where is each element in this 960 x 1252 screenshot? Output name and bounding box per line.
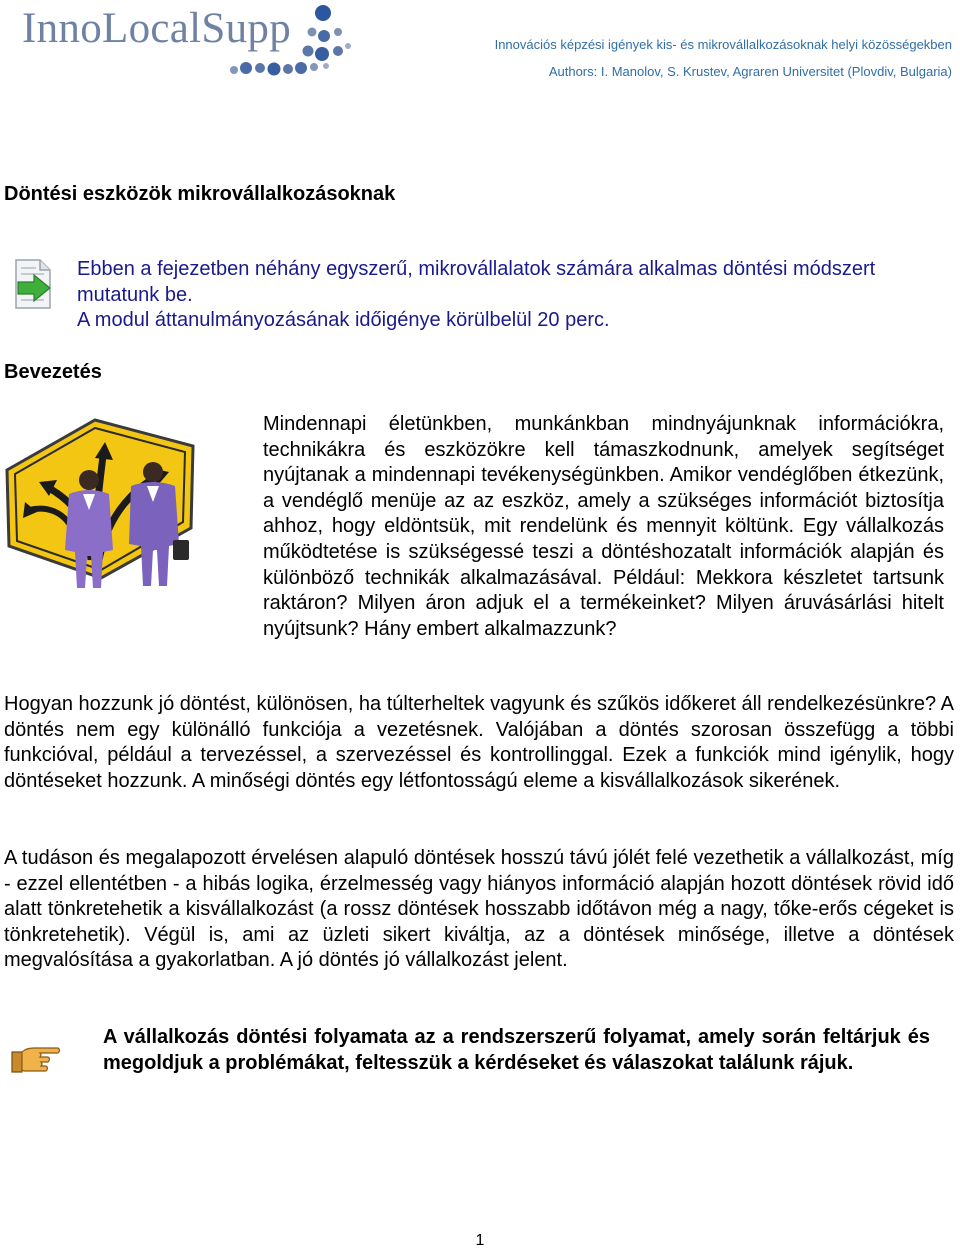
document-title: Döntési eszközök mikrovállalkozásoknak bbox=[4, 183, 396, 205]
intro-block bbox=[77, 257, 947, 334]
logo-text: InnoLocalSupp bbox=[22, 5, 292, 52]
pointing-hand-icon bbox=[10, 1038, 62, 1078]
paragraph-3: A tudáson és megalapozott érvelésen alapuló döntések hosszú távú jólét felé vezethetik a vállalkozást, míg - ezzel ellentétben - a hibás logika, érzelmesség vagy hiányos információ alapján hozott döntések rövid idő alatt tönkretehetik a kisvállalkozást (a rossz döntések hosszabb időtávon még a nagy, tőke-erős cégeket is tönkretehetik). Végül is, ami az üzleti sikert kiváltja, az a döntések minősége, illetve a döntések megvalósítása a gyakorlatban. A jó döntés jó vállalkozást jelent. bbox=[4, 847, 954, 972]
logo-dots-icon bbox=[220, 2, 355, 82]
section-heading: Bevezetés bbox=[4, 361, 102, 383]
document-arrow-icon bbox=[10, 256, 56, 312]
header-authors: Authors: I. Manolov, S. Krustev, Agraren Universitet (Plovdiv, Bulgaria) bbox=[548, 64, 952, 79]
innolocalsupp-logo bbox=[22, 2, 352, 84]
intro-duration: A modul áttanulmányozásának időigénye körülbelül 20 perc. bbox=[77, 309, 610, 331]
header-subtitle: Innovációs képzési igények kis- és mikrovállalkozásoknak helyi közösségekben bbox=[494, 37, 952, 52]
page-number: 1 bbox=[475, 1232, 485, 1249]
key-statement: A vállalkozás döntési folyamata az a rendszerszerű folyamat, amely során feltárjuk és megoldjuk a problémákat, feltesszük a kérdéseket és válaszokat találunk rájuk. bbox=[103, 1026, 930, 1074]
page-header bbox=[0, 0, 960, 90]
intro-text: Ebben a fejezetben néhány egyszerű, mikrovállalatok számára alkalmas döntési módszert mutatunk be. bbox=[77, 258, 876, 306]
paragraph-2: Hogyan hozzunk jó döntést, különösen, ha túlterheltek vagyunk és szűkös időkeret áll rendelkezésünkre? A döntés nem egy különálló funkciója a vezetésnek. Valójában a döntés szorosan összefügg a többi funkcióval, például a tervezéssel, a szervezéssel és kontrollinggal. Ezek a funkciók mind igénylik, hogy döntéseket hozzunk. A minőségi döntés egy létfontosságú eleme a kisvállalkozások sikerének. bbox=[4, 693, 954, 792]
crossroads-sign-businessmen-image bbox=[3, 410, 195, 600]
paragraph-1: Mindennapi életünkben, munkánkban mindnyájunknak információkra, technikákra és eszközökre kell támaszkodnunk, amelyek segítséget nyújtanak a mindennapi tevékenységünkben. Amikor vendéglőben étkezünk, a vendéglő menüje az az eszköz, amely a szükséges információt biztosítja ahhoz, hogy eldöntsük, mit rendelünk és mennyit költünk. Egy vállalkozás működtetése is szükségessé teszi a döntéshozatalt információk alapján és különböző technikák alkalmazásával. Például: Mekkora készletet tartsunk raktáron? Milyen áron adjuk el a termékeinket? Milyen áruvásárlási hitelt nyújtsunk? Hány embert alkalmazzunk? bbox=[263, 413, 944, 640]
